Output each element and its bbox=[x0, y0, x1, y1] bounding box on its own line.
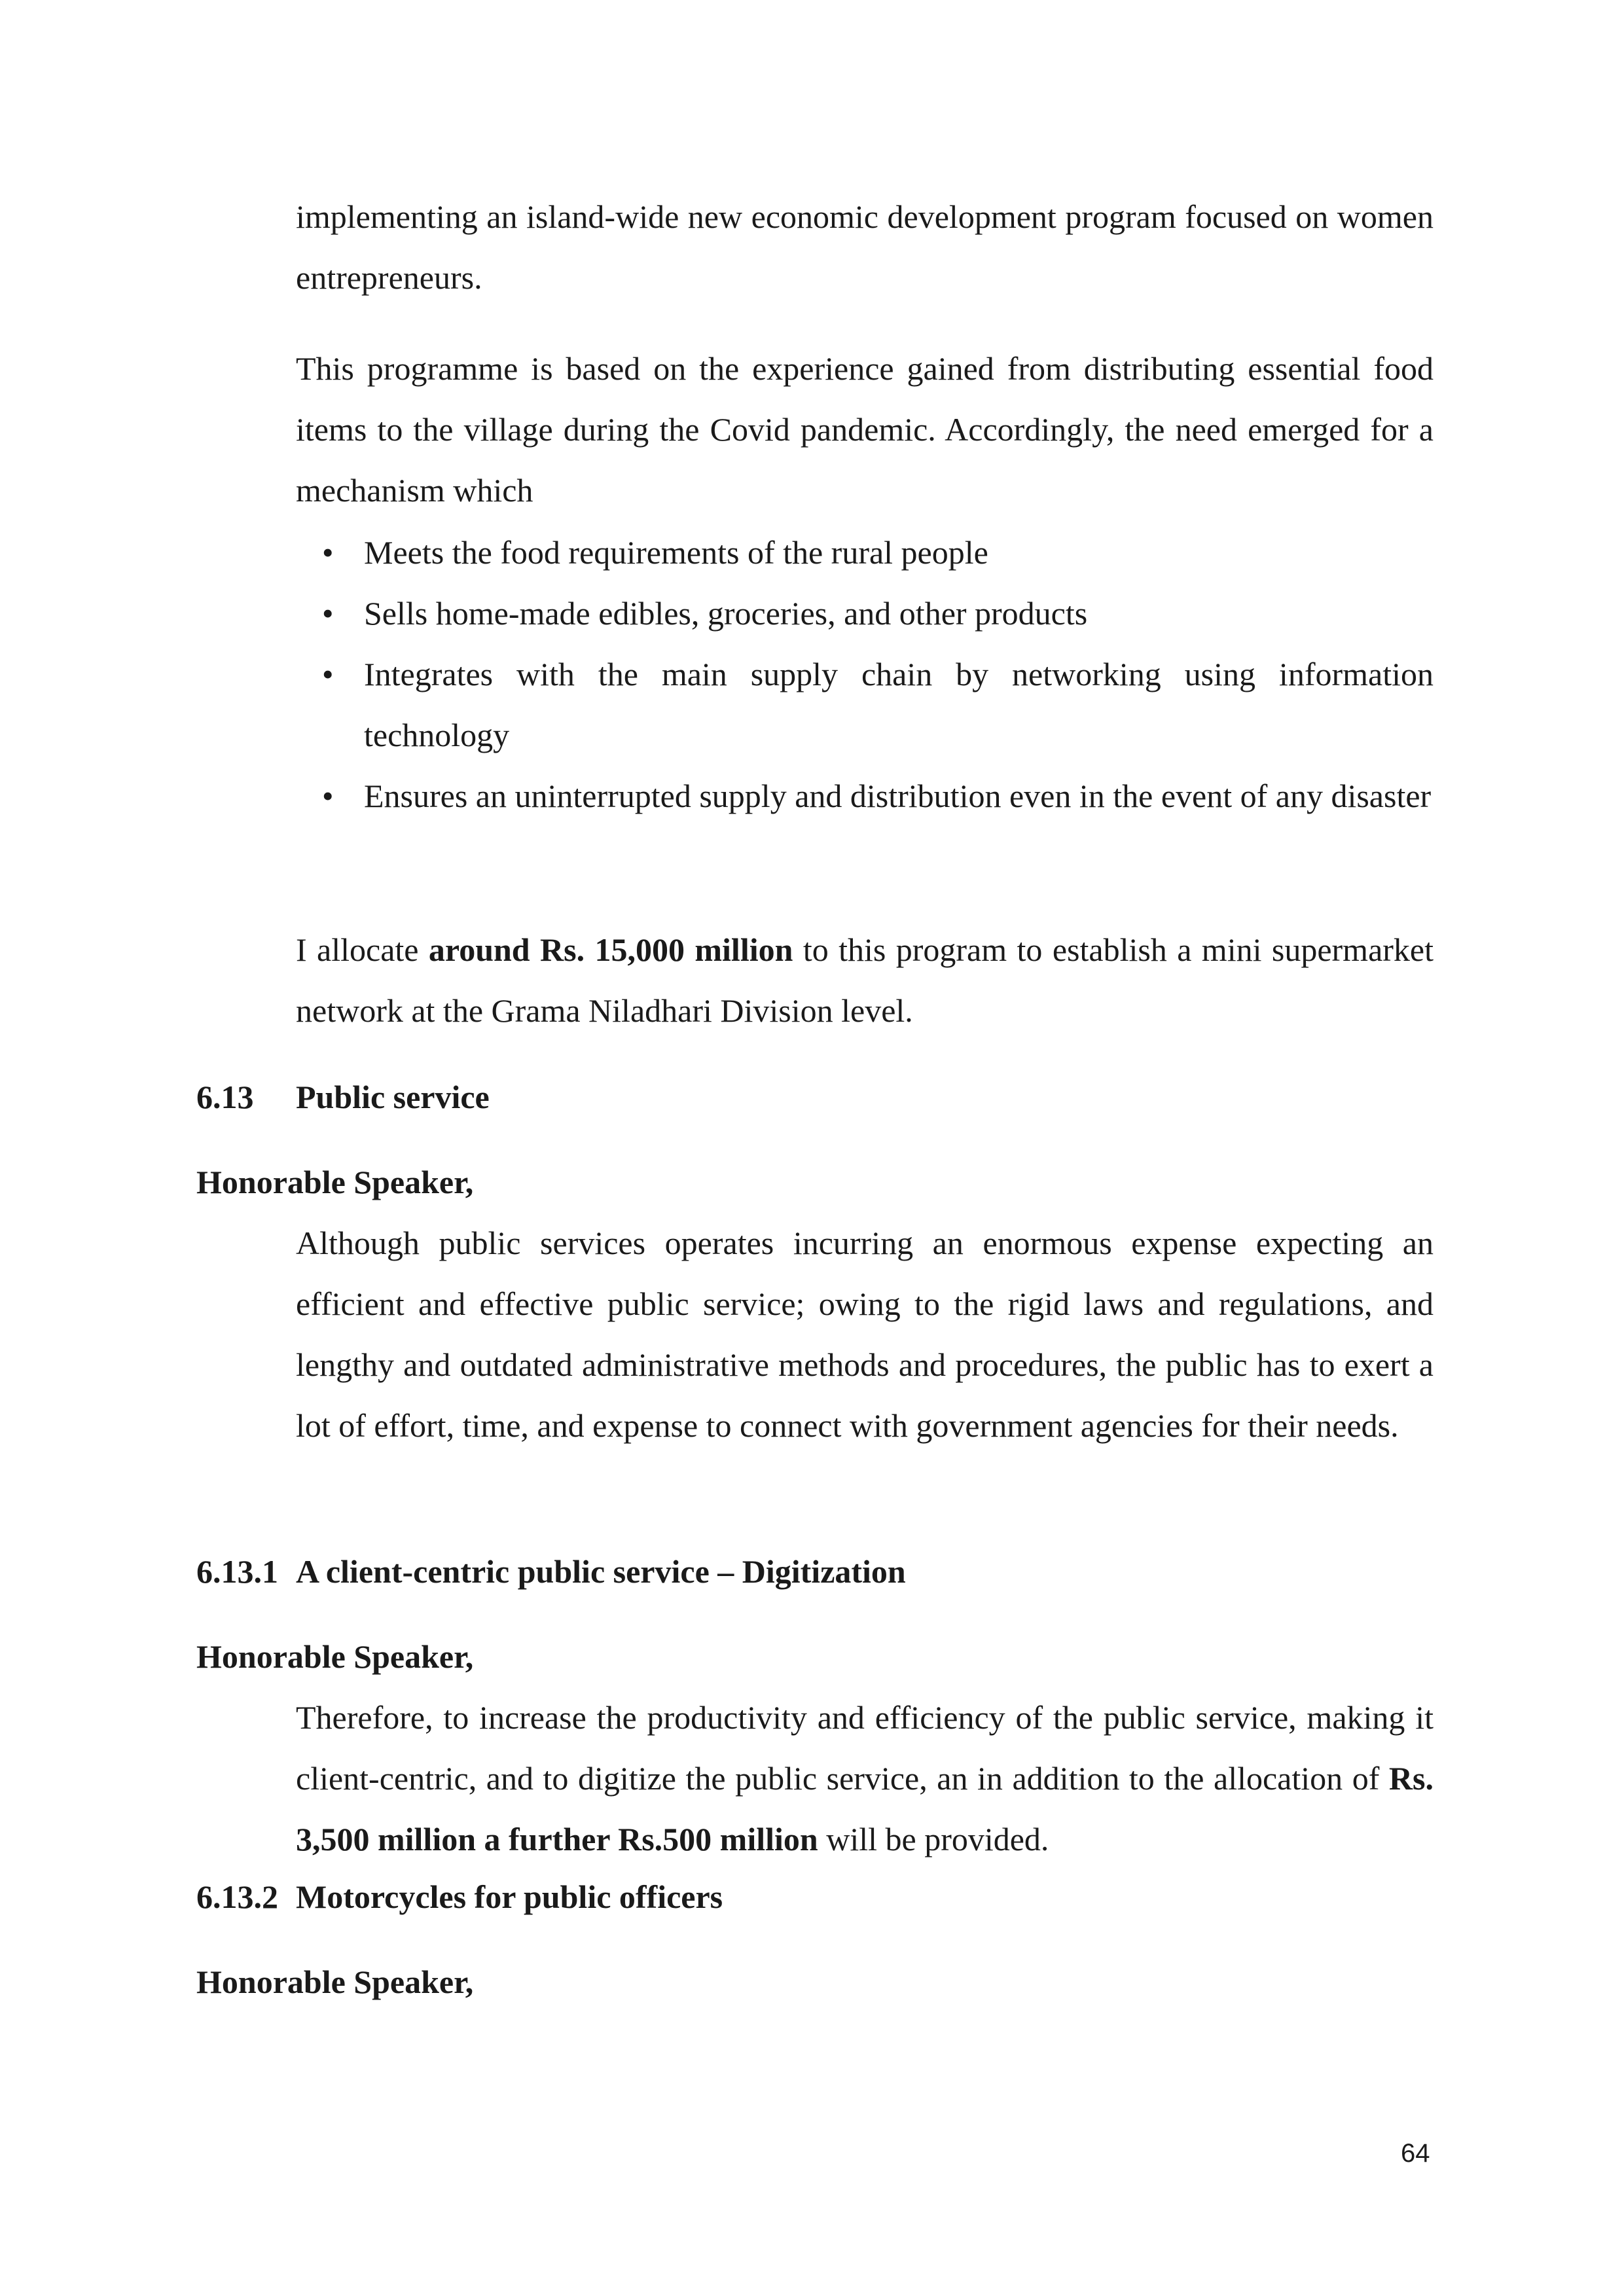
speaker-salutation: Honorable Speaker, bbox=[196, 1964, 474, 2000]
bullet-item: • Meets the food requirements of the rural people bbox=[296, 522, 1434, 583]
bullet-item: • Sells home-made edibles, groceries, and other products bbox=[296, 583, 1434, 644]
section-number: 6.13.1 bbox=[196, 1553, 278, 1590]
section-heading-6-13-2 bbox=[196, 1867, 723, 1928]
allocation-amount: around Rs. 15,000 million bbox=[428, 931, 793, 968]
bullet-icon: • bbox=[322, 595, 334, 632]
section-number: 6.13.2 bbox=[196, 1878, 278, 1915]
section-heading-6-13-1 bbox=[196, 1541, 906, 1602]
paragraph-allocation: I allocate around Rs. 15,000 million to this program to establish a mini supermarket network at the Grama Niladhari Division level. bbox=[296, 931, 1434, 1029]
section-title: Motorcycles for public officers bbox=[296, 1878, 723, 1915]
speaker-salutation: Honorable Speaker, bbox=[196, 1164, 474, 1200]
speaker-salutation: Honorable Speaker, bbox=[196, 1638, 474, 1675]
paragraph-women-entrepreneurs: implementing an island-wide new economic development program focused on women entrepreneurs. bbox=[296, 198, 1434, 296]
bullet-item: • Ensures an uninterrupted supply and distribution even in the event of any disaster bbox=[296, 766, 1434, 827]
bullet-icon: • bbox=[322, 534, 334, 571]
section-number: 6.13 bbox=[196, 1079, 254, 1115]
section-heading-6-13 bbox=[196, 1067, 490, 1128]
section-title: A client-centric public service – Digitization bbox=[296, 1553, 906, 1590]
page-number: 64 bbox=[1401, 2139, 1430, 2168]
digitization-amount: Rs. 3,500 million a further Rs.500 million bbox=[296, 1760, 1434, 1857]
paragraph-public-service: Although public services operates incurring an enormous expense expecting an efficient and effective public service; owing to the rigid laws and regulations, and lengthy and outdated administrative methods and procedures, the public has to exert a lot of effort, time, and expense to connect with government agencies for their needs. bbox=[296, 1225, 1434, 1444]
section-title: Public service bbox=[296, 1079, 490, 1115]
bullet-item: • Integrates with the main supply chain by networking using information technology bbox=[296, 644, 1434, 766]
bullet-icon: • bbox=[322, 656, 334, 692]
paragraph-programme-basis: This programme is based on the experience gained from distributing essential food items to the village during the Covid pandemic. Accordingly, the need emerged for a mechanism which bbox=[296, 350, 1434, 509]
bullet-icon: • bbox=[322, 778, 334, 814]
mechanism-bullet-list bbox=[296, 522, 1434, 827]
paragraph-digitization: Therefore, to increase the productivity and efficiency of the public service, making it client-centric, and to digitize the public service, an in addition to the allocation of Rs. 3,500 million a further Rs.500 million will be provided. bbox=[296, 1699, 1434, 1857]
